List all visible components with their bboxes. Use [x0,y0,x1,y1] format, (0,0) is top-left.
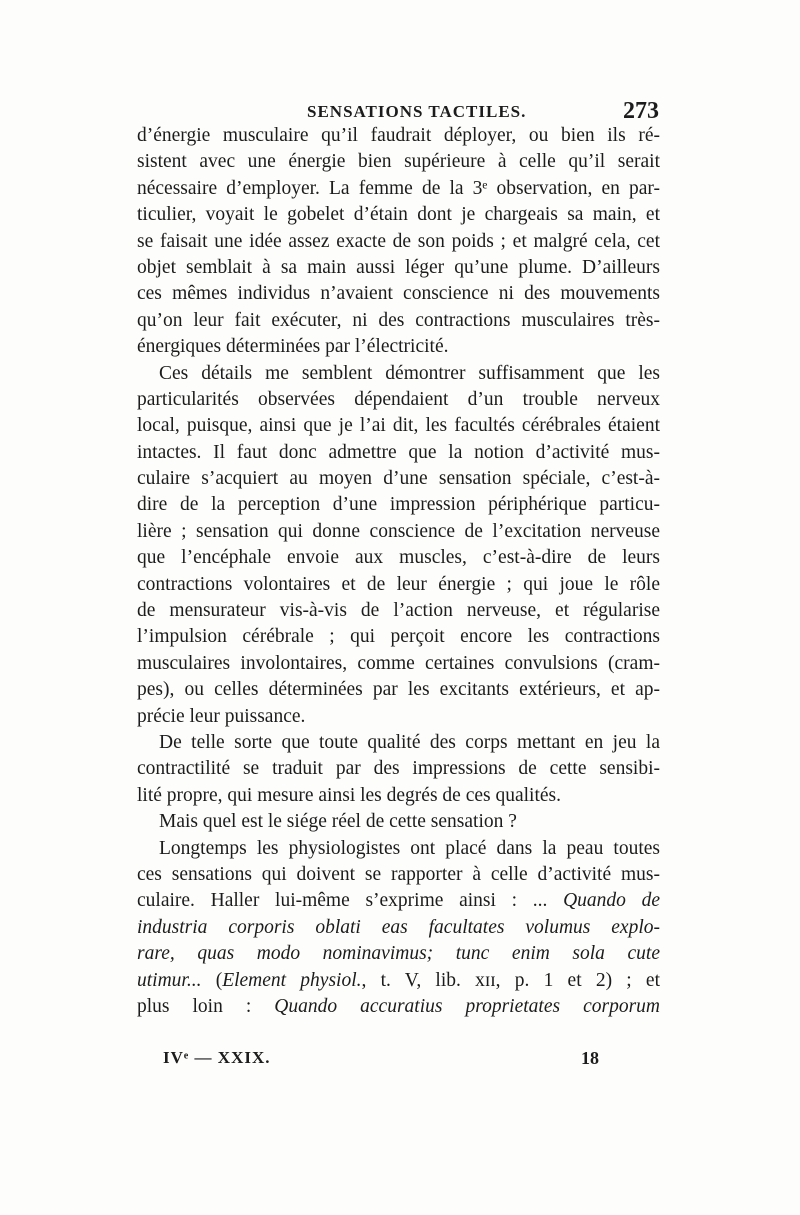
text-line [137,994,660,1020]
text-line: De telle sorte que toute qualité des corps mettant en jeu la [159,731,660,753]
text-segment: ( [201,969,223,991]
text-line: nécessaire d’employer. La femme de la 3ᵉ observation, en par- [137,177,660,199]
text-line [137,968,660,994]
text-line: que l’encéphale envoie aux muscles, c’est-à-dire de leurs [137,547,660,569]
text-line [137,941,660,967]
text-line: de mensurateur vis-à-vis de l’action nerveuse, et régularise [137,600,660,622]
text-line: musculaires involontaires, comme certaines convulsions (cram- [137,652,660,674]
text-segment: , t. V, lib. xɪɪ, p. 1 et 2) ; et [361,969,660,991]
text-line: se faisait une idée assez exacte de son poids ; et malgré cela, cet [137,230,660,252]
text-line: sistent avec une énergie bien supérieure à celle qu’il serait [137,151,660,173]
text-line: l’impulsion cérébrale ; qui perçoit encore les contractions [137,626,660,648]
italic-text: Quando de [563,890,660,912]
text-segment: plus loin : [137,995,275,1017]
running-head: SENSATIONS TACTILES. [307,102,527,121]
text-line: qu’on leur fait exécuter, ni des contractions musculaires très- [137,309,660,331]
text-line: particularités observées dépendaient d’un trouble nerveux [137,388,660,410]
italic-text: utimur... [137,969,202,991]
text-line: énergiques déterminées par l’électricité. [137,336,449,358]
page-number: 273 [623,98,659,124]
text-line: dire de la perception d’une impression périphérique particu- [137,494,660,516]
text-line: culaire s’acquiert au moyen d’une sensation spéciale, c’est-à- [137,468,660,490]
text-line: ticulier, voyait le gobelet d’étain dont je chargeais sa main, et [137,204,660,226]
text-line: Mais quel est le siége réel de cette sensation ? [159,811,517,833]
text-line: précie leur puissance. [137,705,306,727]
text-line: ces mêmes individus n’avaient conscience ni des mouvements [137,283,660,305]
italic-text: industria corporis oblati eas facultates volumus explo- [137,916,660,938]
page-footer [163,1048,599,1078]
sheet-number: 18 [581,1048,599,1068]
body-text [137,123,660,1020]
text-line: Longtemps les physiologistes ont placé dans la peau toutes [159,837,660,859]
text-line [137,888,660,914]
italic-text: Quando accuratius proprietates corporum [274,995,660,1017]
text-line: contractilité se traduit par des impressions de cette sensibi- [137,758,660,780]
text-line: lité propre, qui mesure ainsi les degrés de ces qualités. [137,784,561,806]
text-line [137,915,660,941]
text-line: ces sensations qui doivent se rapporter à celle d’activité mus- [137,863,660,885]
text-line: pes), ou celles déterminées par les excitants extérieurs, et ap- [137,679,660,701]
text-line: d’énergie musculaire qu’il faudrait déployer, ou bien ils ré- [137,125,660,146]
italic-text: Element physiol. [222,969,362,991]
text-line: lière ; sensation qui donne conscience de l’excitation nerveuse [137,520,660,542]
text-segment: culaire. Haller lui-même s’exprime ainsi : ... [137,890,564,912]
italic-text: rare, quas modo nominavimus; tunc enim sola cute [137,943,660,965]
text-line: objet semblait à sa main aussi léger qu’une plume. D’ailleurs [137,256,660,278]
text-line: intactes. Il faut donc admettre que la notion d’activité mus- [137,441,660,463]
printer-signature: IVᵉ — XXIX. [163,1048,271,1067]
text-line: Ces détails me semblent démontrer suffisamment que les [159,362,660,384]
text-line: contractions volontaires et de leur énergie ; qui joue le rôle [137,573,660,595]
text-line: local, puisque, ainsi que je l’ai dit, les facultés cérébrales étaient [137,415,660,437]
